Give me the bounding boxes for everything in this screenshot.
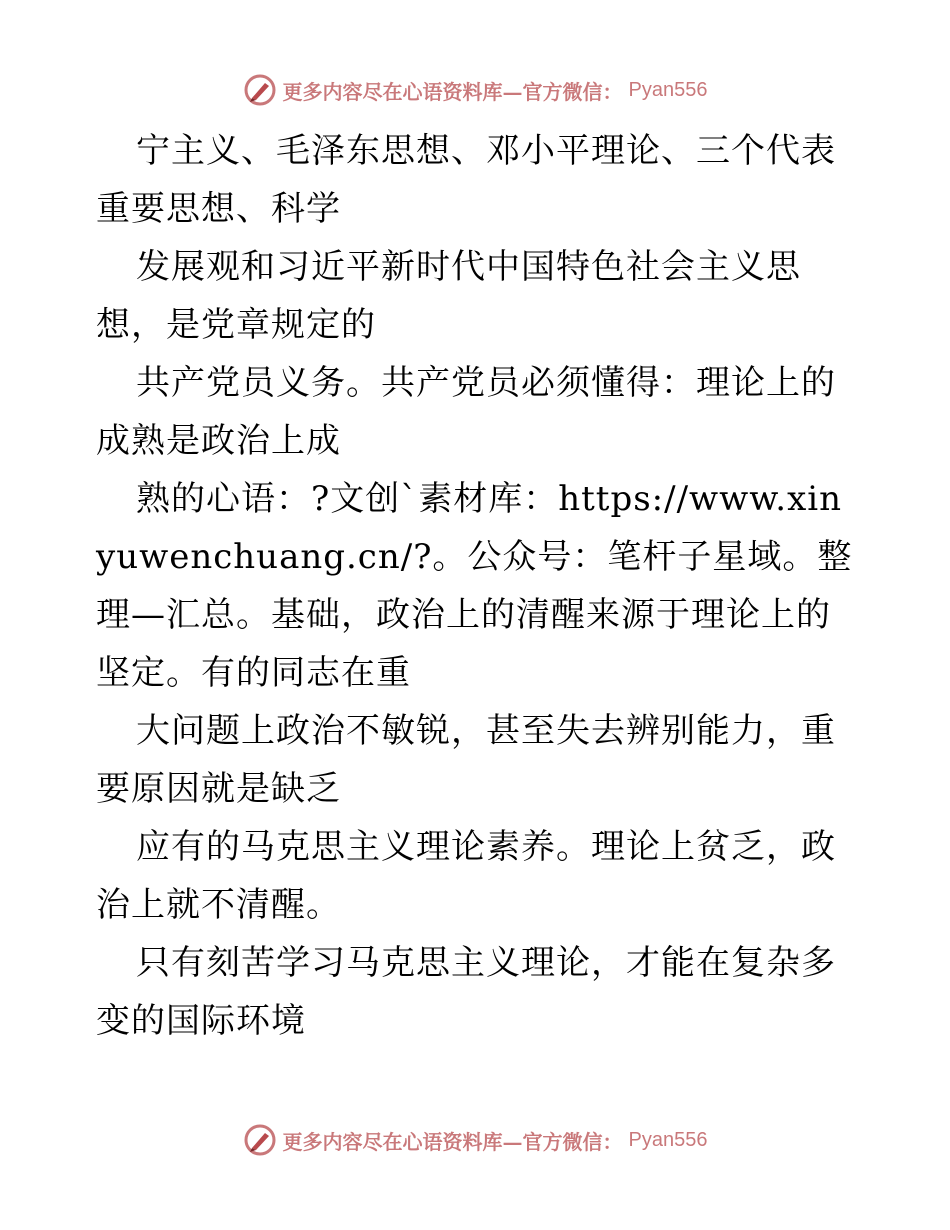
document-body xyxy=(96,122,856,1050)
banner-text: 更多内容尽在心语资料库—官方微信： xyxy=(282,1129,623,1154)
paragraph: 只有刻苦学习马克思主义理论，才能在复杂多变的国际环境 xyxy=(96,943,836,1041)
pen-circle-logo-icon xyxy=(243,73,277,107)
header-banner xyxy=(0,70,950,110)
paragraph: 大问题上政治不敏锐，甚至失去辨别能力，重要原因就是缺乏 xyxy=(96,711,836,809)
paragraph: 熟的心语：?文创`素材库：https://www.xinyuwenchuang.cn/?。公众号：笔杆子星域。整理—汇总。基础，政治上的清醒来源于理论上的坚定。有的同志在重 xyxy=(96,479,853,693)
pen-circle-logo-icon xyxy=(243,1123,277,1157)
paragraph: 发展观和习近平新时代中国特色社会主义思想，是党章规定的 xyxy=(96,247,801,345)
banner-wechat-handle: Pyan556 xyxy=(628,1128,708,1151)
paragraph: 宁主义、毛泽东思想、邓小平理论、三个代表重要思想、科学 xyxy=(96,131,836,229)
footer-banner xyxy=(0,1120,950,1160)
paragraph: 共产党员义务。共产党员必须懂得：理论上的成熟是政治上成 xyxy=(96,363,836,461)
banner-text: 更多内容尽在心语资料库—官方微信： xyxy=(282,79,623,104)
banner-wechat-handle: Pyan556 xyxy=(628,78,708,101)
paragraph: 应有的马克思主义理论素养。理论上贫乏，政治上就不清醒。 xyxy=(96,827,836,925)
